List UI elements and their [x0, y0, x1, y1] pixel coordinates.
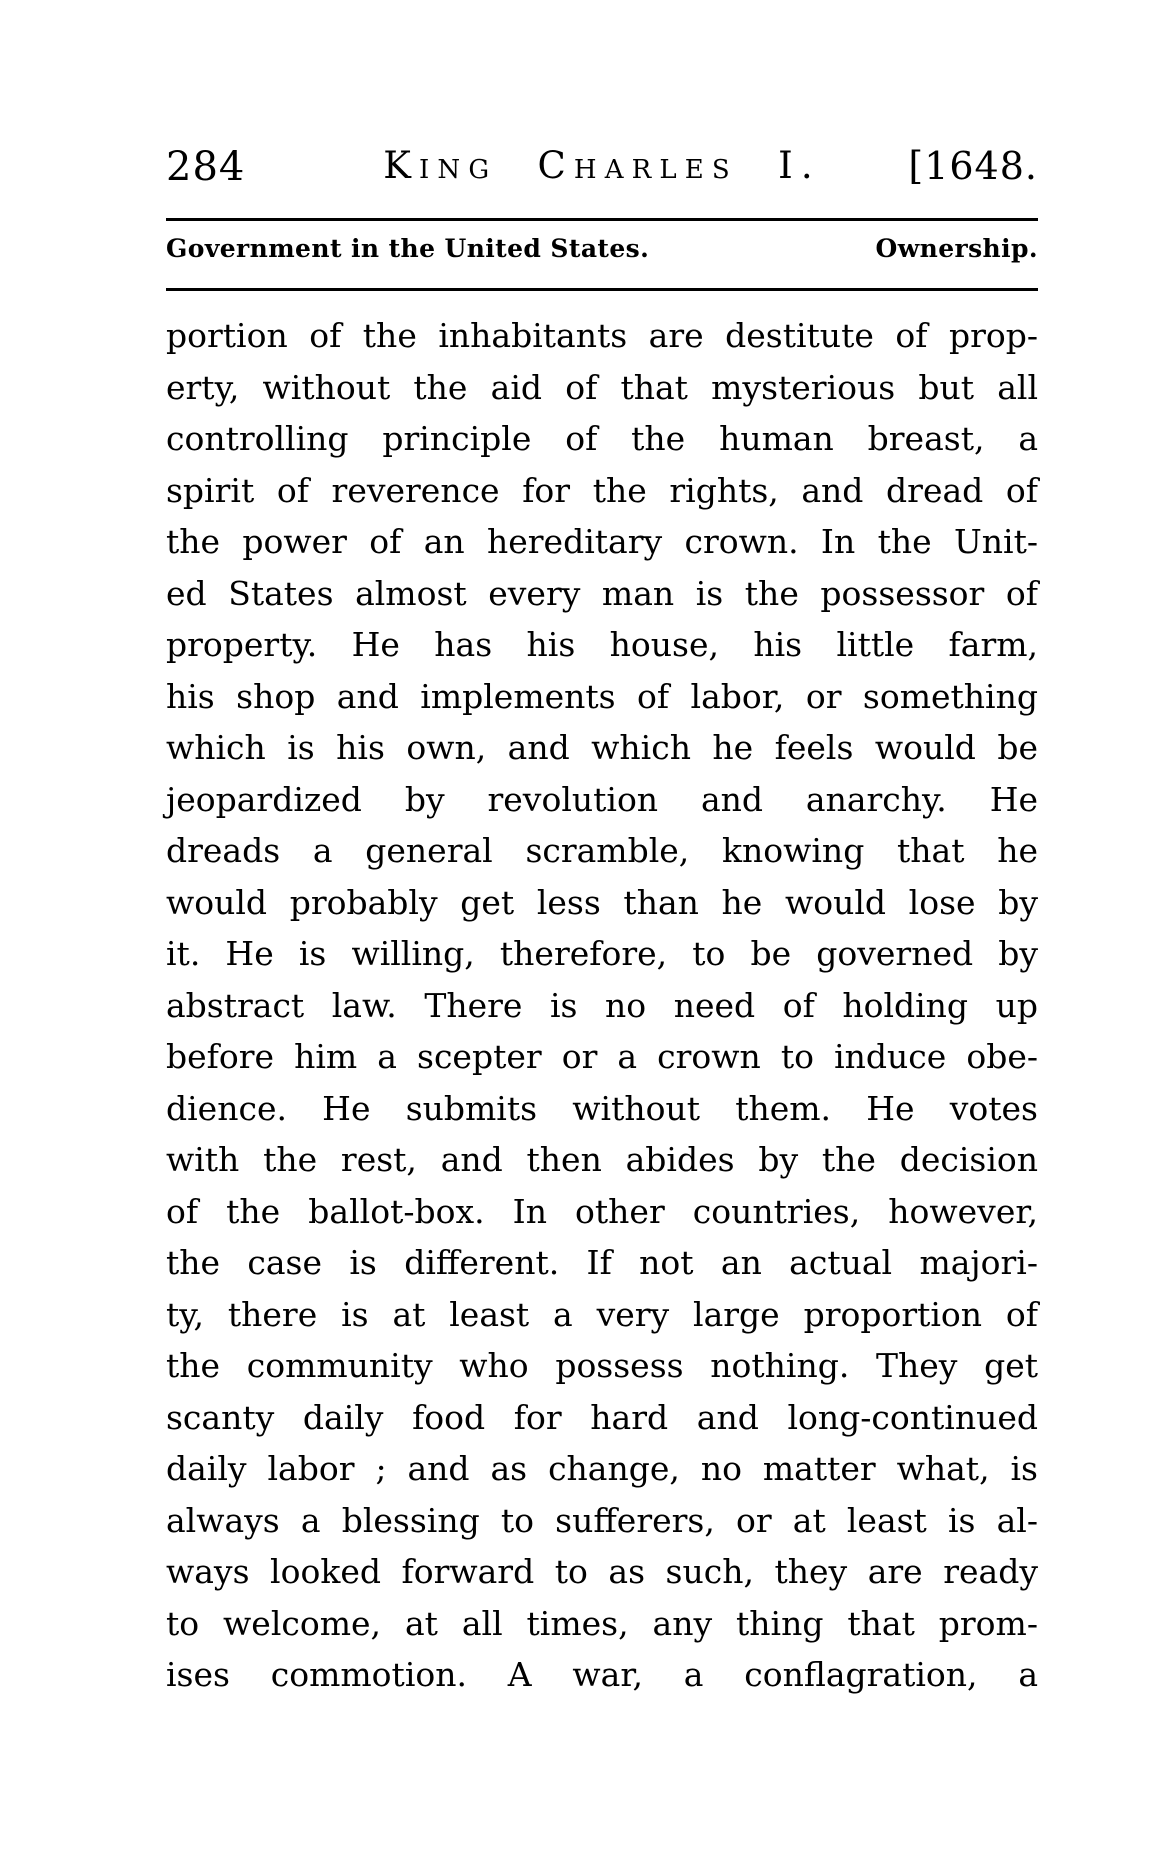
body-line: the power of an hereditary crown. In the Unit-: [166, 522, 1038, 561]
body-line: ises commotion. A war, a conflagration, a: [166, 1655, 1038, 1694]
body-line: abstract law. There is no need of holding up: [166, 985, 1038, 1025]
body-line: of the ballot-box. In other countries, however,: [166, 1191, 1038, 1231]
body-line: property. He has his house, his little farm,: [166, 625, 1038, 664]
body-line: scanty daily food for hard and long-continued: [166, 1397, 1038, 1437]
body-line: jeopardized by revolution and anarchy. He: [166, 779, 1038, 819]
body-line: his shop and implements of labor, or something: [166, 676, 1038, 716]
header-rule-top: [166, 218, 1038, 221]
running-head-right: Ownership.: [875, 234, 1038, 263]
running-head-left: Government in the United States.: [166, 234, 650, 263]
body-line: to welcome, at all times, any thing that prom-: [166, 1603, 1038, 1643]
body-line: would probably get less than he would lose by: [166, 882, 1038, 922]
body-line: before him a scepter or a crown to induce obe-: [166, 1037, 1038, 1076]
body-line: the case is different. If not an actual majori-: [166, 1243, 1038, 1282]
body-line: with the rest, and then abides by the decision: [166, 1140, 1038, 1179]
body-text: [166, 310, 1038, 1701]
body-line: the community who possess nothing. They get: [166, 1346, 1038, 1385]
chapter-title: King Charles I.: [383, 144, 821, 187]
body-line: dreads a general scramble, knowing that he: [166, 831, 1038, 870]
body-line: always a blessing to sufferers, or at least is al-: [166, 1500, 1038, 1540]
body-line: daily labor ; and as change, no matter what, is: [166, 1449, 1038, 1488]
page-header: [166, 140, 1038, 196]
body-line: erty, without the aid of that mysterious but all: [166, 367, 1038, 407]
body-line: which is his own, and which he feels would be: [166, 728, 1038, 767]
body-line: ed States almost every man is the possessor of: [166, 573, 1038, 613]
body-line: portion of the inhabitants are destitute of prop-: [166, 316, 1038, 355]
body-line: ways looked forward to as such, they are ready: [166, 1552, 1038, 1591]
year-label: [1648.: [908, 144, 1038, 188]
page-number: 284: [166, 144, 246, 190]
body-line: spirit of reverence for the rights, and dread of: [166, 470, 1038, 510]
body-line: dience. He submits without them. He votes: [166, 1088, 1038, 1128]
header-rule-bottom: [166, 288, 1038, 291]
running-heads: [166, 234, 1038, 263]
body-line: it. He is willing, therefore, to be governed by: [166, 934, 1038, 973]
body-line: ty, there is at least a very large proportion of: [166, 1294, 1038, 1334]
body-line: controlling principle of the human breast, a: [166, 419, 1038, 458]
